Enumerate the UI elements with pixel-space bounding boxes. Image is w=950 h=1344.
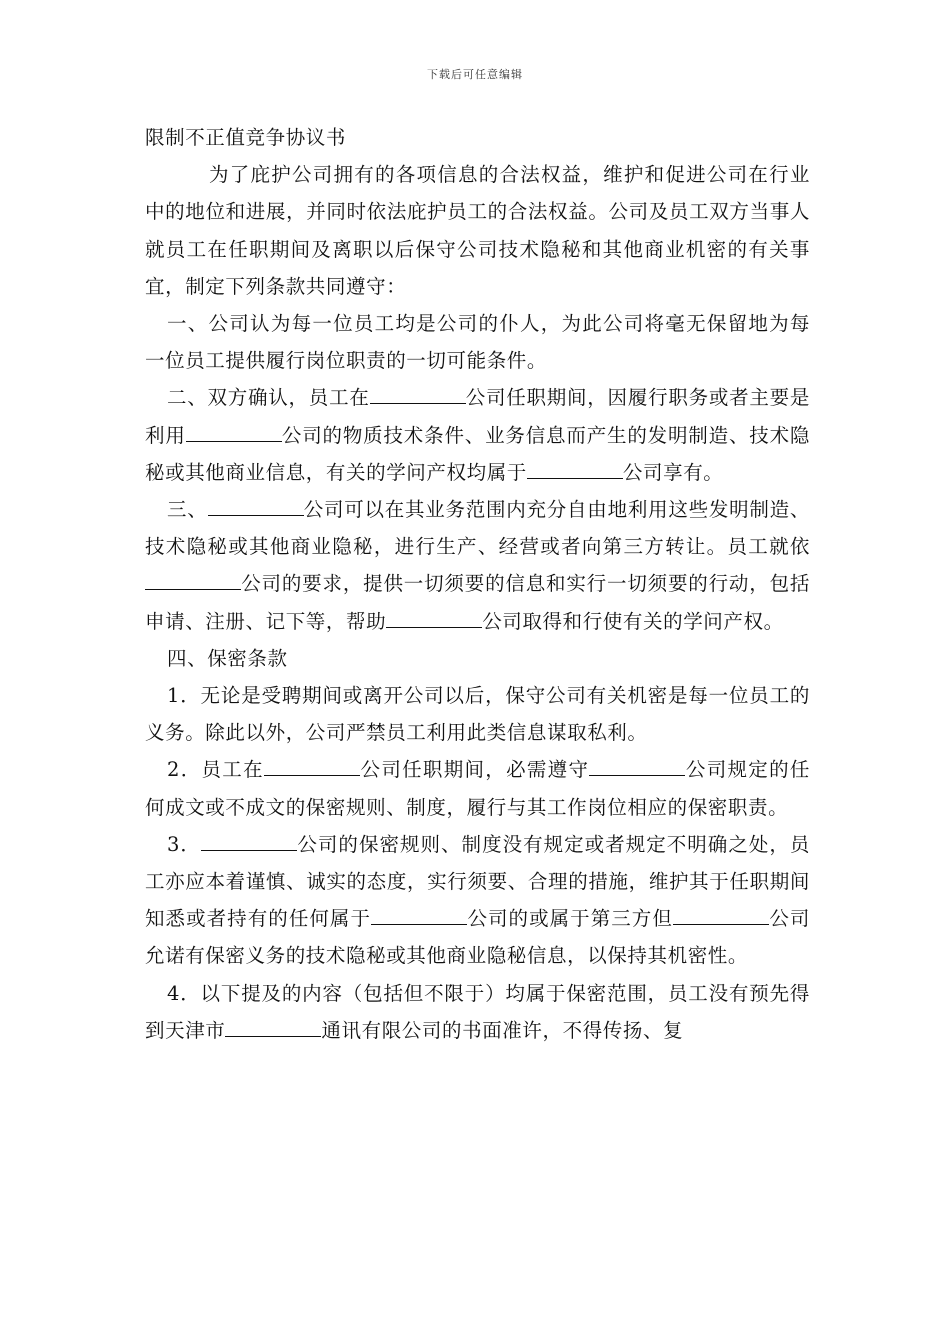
page-header-note: 下载后可任意编辑 — [427, 68, 523, 81]
item-2 — [145, 751, 810, 825]
item-3-text-1: 3． — [167, 832, 201, 856]
clause-3-text-1: 三、 — [167, 498, 208, 522]
clause-2-text-3: 公司的物质技术条件、业务信息而产生的发明制造、技术隐秘或其他商业信息，有关的学问产权均属于 — [145, 423, 811, 484]
item-2-text-1: 2．员工在 — [167, 758, 264, 782]
blank-line — [370, 387, 466, 404]
clause-3-text-3: 公司的要求，提供一切须要的信息和实行一切须要的行动，包括申请、注册、记下等，帮助 — [145, 572, 810, 633]
item-2-text-3: 公司规定的任何成文或不成文的保密规则、制度，履行与其工作岗位相应的保密职责。 — [145, 758, 810, 819]
clause-2-text-1: 二、双方确认，员工在 — [167, 386, 370, 410]
blank-line — [186, 425, 282, 442]
intro-paragraph: 为了庇护公司拥有的各项信息的合法权益，维护和促进公司在行业中的地位和进展，并同时依法庇护员工的合法权益。公司及员工双方当事人就员工在任职期间及离职以后保守公司技术隐秘和其他商业机密的有关事宜，制定下列条款共同遵守： — [145, 163, 810, 298]
item-4 — [145, 975, 810, 1049]
blank-line — [208, 499, 304, 516]
blank-line — [386, 611, 482, 628]
item-4-text-1: 4．以下提及的内容（包括但不限于）均属于保密范围，员工没有预先得到天津市 — [145, 981, 810, 1042]
blank-line — [264, 759, 360, 776]
document-body — [145, 119, 810, 1049]
item-3-text-2: 公司的保密规则、制度没有规定或者规定不明确之处，员工亦应本着谨慎、诚实的态度，实行须要、合理的措施，维护其于任职期间知悉或者持有的任何属于 — [145, 832, 810, 931]
item-3-text-4: 公司允诺有保密义务的技术隐秘或其他商业隐秘信息，以保持其机密性。 — [145, 907, 810, 968]
clause-2-text-4: 公司享有。 — [622, 460, 724, 484]
blank-line — [145, 573, 241, 590]
blank-line — [673, 908, 769, 925]
clause-1: 一、公司认为每一位员工均是公司的仆人，为此公司将毫无保留地为每一位员工提供履行岗位职责的一切可能条件。 — [145, 312, 810, 373]
blank-line — [589, 759, 685, 776]
clause-3 — [145, 491, 810, 640]
clause-2-text-2: 公司任职期间，因履行职务或者主要是利用 — [145, 386, 810, 447]
blank-line — [225, 1020, 321, 1037]
document-title: 限制不正值竞争协议书 — [145, 126, 347, 149]
clause-3-text-4: 公司取得和行使有关的学问产权。 — [482, 609, 784, 633]
blank-line — [371, 908, 467, 925]
item-3-text-3: 公司的或属于第三方但 — [467, 907, 673, 931]
section-4-heading: 四、保密条款 — [167, 646, 288, 670]
item-3 — [145, 826, 810, 975]
blank-line — [201, 834, 297, 851]
clause-2 — [145, 379, 810, 491]
item-1: 1．无论是受聘期间或离开公司以后，保守公司有关机密是每一位员工的义务。除此以外，公司严禁员工利用此类信息谋取私利。 — [145, 684, 810, 745]
item-2-text-2: 公司任职期间，必需遵守 — [359, 758, 590, 782]
blank-line — [527, 462, 623, 479]
item-4-text-2: 通讯有限公司的书面准许，不得传扬、复 — [321, 1018, 684, 1042]
clause-3-text-2: 公司可以在其业务范围内充分自由地利用这些发明制造、技术隐秘或其他商业隐秘，进行生产、经营或者向第三方转让。员工就依 — [145, 498, 810, 559]
